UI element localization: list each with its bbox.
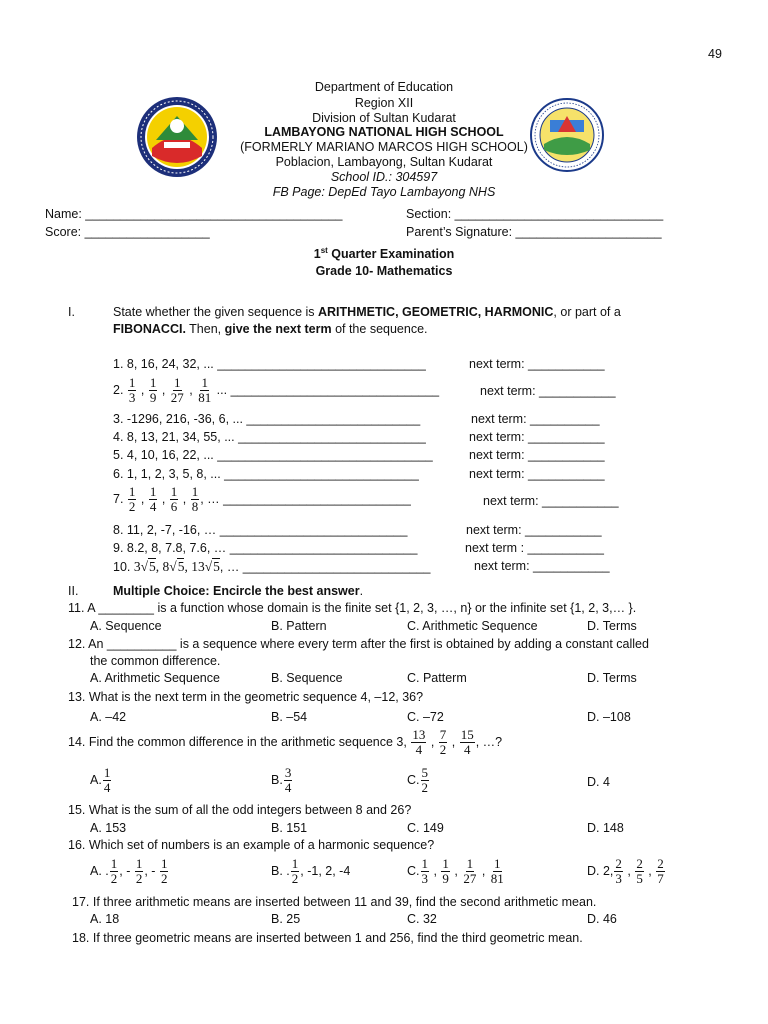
q17-option-b: B. 25 (271, 912, 301, 926)
fraction: $\frac{15}{4}$ (460, 727, 474, 757)
radical-term: 13√5 (191, 559, 220, 574)
item-10: 10. 3√5, 8√5, 13√5, … ___________________________ (113, 559, 431, 574)
q12-option-a: A. Arithmetic Sequence (90, 671, 220, 685)
q12-option-c: C. Patterm (407, 671, 467, 685)
fraction: $\frac{3}{4}$ (284, 765, 292, 795)
part2-numeral: II. (68, 584, 79, 598)
q12-option-b: B. Sequence (271, 671, 343, 685)
header-region: Region XII (354, 96, 414, 110)
header-school-id: School ID.: 304597 (330, 170, 438, 184)
question-12-line1: 12. An __________ is a sequence where every term after the first is obtained by adding a constant called (68, 637, 649, 651)
fraction: $\frac{1}{2}$ (160, 856, 168, 886)
item-4: 4. 8, 13, 21, 34, 55, ... ___________________________ (113, 430, 426, 444)
q15-option-d: D. 148 (587, 821, 624, 835)
name-field: Name: _____________________________________ (45, 207, 343, 221)
question-18: 18. If three geometric means are inserted between 1 and 256, find the third geometric mean. (72, 931, 583, 945)
q14-option-a: A. $\frac{1}{4}$ (90, 765, 111, 795)
question-12-line2: the common difference. (90, 654, 221, 668)
question-14: 14. Find the common difference in the arithmetic sequence 3, $\frac{13}{4}$ , $\frac{7}{2}$ , $\frac{15}{4}$ , …? (68, 727, 503, 757)
item-9: 9. 8.2, 8, 7.8, 7.6, … ___________________________ (113, 541, 418, 555)
q12-option-d: D. Terms (587, 671, 637, 685)
item-1: 1. 8, 16, 24, 32, ... ______________________________ (113, 357, 426, 371)
fraction: $\frac{7}{2}$ (439, 727, 447, 757)
header-department: Department of Education (314, 80, 454, 94)
fraction: $\frac{1}{9}$ (442, 856, 449, 886)
q14-fractions: $\frac{13}{4}$ , $\frac{7}{2}$ , $\frac{15}{4}$ (412, 727, 474, 757)
item-5-next: next term: ___________ (469, 448, 605, 462)
item-2-fractions: $\frac{1}{3}$ , $\frac{1}{9}$ , $\frac{1}{27}$ , $\frac{1}{81}$ (128, 375, 212, 405)
q17-option-d: D. 46 (587, 912, 617, 926)
header-address: Poblacion, Lambayong, Sultan Kudarat (275, 155, 493, 169)
radical-term: 8√5 (162, 559, 185, 574)
header-fb-page: FB Page: DepEd Tayo Lambayong NHS (272, 185, 496, 199)
fraction: $\frac{1}{3}$ (128, 375, 136, 405)
item-2-next: next term: ___________ (480, 384, 616, 398)
item-3-next: next term: __________ (471, 412, 600, 426)
fraction: $\frac{1}{2}$ (128, 484, 136, 514)
item-6: 6. 1, 1, 2, 3, 5, 8, ... ____________________________ (113, 467, 419, 481)
part1-instruction-line2: FIBONACCI. Then, give the next term of the sequence. (113, 322, 428, 336)
item-7: 7. $\frac{1}{2}$ , $\frac{1}{4}$ , $\frac{1}{6}$ , $\frac{1}{8}$ , … ___________________________ (113, 484, 411, 514)
fraction: $\frac{1}{8}$ (191, 484, 199, 514)
item-3: 3. -1296, 216, -36, 6, ... _________________________ (113, 412, 421, 426)
fraction: $\frac{1}{81}$ (198, 375, 212, 405)
question-17: 17. If three arithmetic means are inserted between 11 and 39, find the second arithmetic mean. (72, 895, 597, 909)
item-8-next: next term: ___________ (466, 523, 602, 537)
fraction: $\frac{5}{2}$ (421, 765, 428, 795)
q16-option-a: A. . $\frac{1}{2}$ , - $\frac{1}{2}$ , - $\frac{1}{2}$ (90, 856, 168, 886)
q16-option-d: D. 2, $\frac{2}{3}$ , $\frac{2}{5}$ , $\frac{2}{7}$ (587, 856, 664, 886)
parent-signature-field: Parent’s Signature: _____________________ (406, 225, 662, 239)
q13-option-a: A. –42 (90, 710, 127, 724)
q17-option-a: A. 18 (90, 912, 120, 926)
fraction: $\frac{1}{81}$ (490, 856, 504, 886)
item-6-next: next term: ___________ (469, 467, 605, 481)
score-field: Score: __________________ (45, 225, 210, 239)
q15-option-a: A. 153 (90, 821, 127, 835)
item-7-fractions: $\frac{1}{2}$ , $\frac{1}{4}$ , $\frac{1}{6}$ , $\frac{1}{8}$ (128, 484, 199, 514)
q11-option-c: C. Arithmetic Sequence (407, 619, 538, 633)
q14-option-d: D. 4 (587, 775, 610, 789)
item-5: 5. 4, 10, 16, 22, ... _______________________________ (113, 448, 433, 462)
q14-option-b: B. $\frac{3}{4}$ (271, 765, 292, 795)
section-field: Section: ______________________________ (406, 207, 664, 221)
item-10-terms: 3√5, 8√5, 13√5 (133, 559, 220, 574)
q14-option-c: C. $\frac{5}{2}$ (407, 765, 428, 795)
q11-option-b: B. Pattern (271, 619, 327, 633)
q17-option-c: C. 32 (407, 912, 437, 926)
item-2: 2. $\frac{1}{3}$ , $\frac{1}{9}$ , $\frac{1}{27}$ , $\frac{1}{81}$ ... ______________________________ (113, 375, 440, 405)
q13-option-c: C. –72 (407, 710, 444, 724)
part1-instruction-line1: State whether the given sequence is ARITHMETIC, GEOMETRIC, HARMONIC, or part of a (113, 305, 621, 319)
q15-option-b: B. 151 (271, 821, 308, 835)
item-1-next: next term: ___________ (469, 357, 605, 371)
exam-title: 1st Quarter Examination (313, 246, 455, 262)
question-13: 13. What is the next term in the geometric sequence 4, –12, 36? (68, 690, 424, 704)
item-4-next: next term: ___________ (469, 430, 605, 444)
part2-heading: Multiple Choice: Encircle the best answer. (113, 584, 364, 598)
grade-title: Grade 10- Mathematics (315, 264, 453, 278)
item-7-next: next term: ___________ (483, 494, 619, 508)
q16-option-c: C. $\frac{1}{3}$ , $\frac{1}{9}$ , $\frac{1}{27}$ , $\frac{1}{81}$ (407, 856, 504, 886)
fraction: $\frac{1}{6}$ (170, 484, 178, 514)
question-16: 16. Which set of numbers is an example of a harmonic sequence? (68, 838, 435, 852)
item-8: 8. 11, 2, -7, -16, … ___________________________ (113, 523, 408, 537)
fraction: $\frac{1}{27}$ (463, 856, 477, 886)
fraction: $\frac{2}{3}$ (615, 856, 622, 886)
item-9-next: next term : ___________ (465, 541, 604, 555)
fraction: $\frac{1}{4}$ (149, 484, 157, 514)
q15-option-c: C. 149 (407, 821, 444, 835)
item-10-next: next term: ___________ (474, 559, 610, 573)
header-school-name: LAMBAYONG NATIONAL HIGH SCHOOL (264, 125, 504, 139)
fraction: $\frac{2}{5}$ (636, 856, 643, 886)
page-number: 49 (708, 47, 722, 61)
fraction: $\frac{13}{4}$ (412, 727, 426, 757)
q11-option-d: D. Terms (587, 619, 637, 633)
q13-option-b: B. –54 (271, 710, 308, 724)
header-formerly: (FORMERLY MARIANO MARCOS HIGH SCHOOL) (240, 140, 528, 154)
fraction: $\frac{1}{27}$ (170, 375, 184, 405)
q11-option-a: A. Sequence (90, 619, 162, 633)
q13-option-d: D. –108 (587, 710, 631, 724)
question-15: 15. What is the sum of all the odd integers between 8 and 26? (68, 803, 412, 817)
fraction: $\frac{1}{2}$ (291, 856, 299, 886)
radical-term: 3√5 (133, 559, 156, 574)
fraction: $\frac{1}{9}$ (149, 375, 157, 405)
part1-numeral: I. (68, 305, 75, 319)
question-11: 11. A ________ is a function whose domain is the finite set {1, 2, 3, …, n} or the infinite set {1, 2, 3,… }. (68, 601, 637, 615)
header-division: Division of Sultan Kudarat (312, 111, 456, 125)
fraction: $\frac{1}{4}$ (103, 765, 111, 795)
q16-option-b: B. . $\frac{1}{2}$ , -1, 2, -4 (271, 856, 351, 886)
fraction: $\frac{1}{3}$ (421, 856, 428, 886)
fraction: $\frac{1}{2}$ (110, 856, 118, 886)
fraction: $\frac{1}{2}$ (135, 856, 143, 886)
fraction: $\frac{2}{7}$ (657, 856, 664, 886)
